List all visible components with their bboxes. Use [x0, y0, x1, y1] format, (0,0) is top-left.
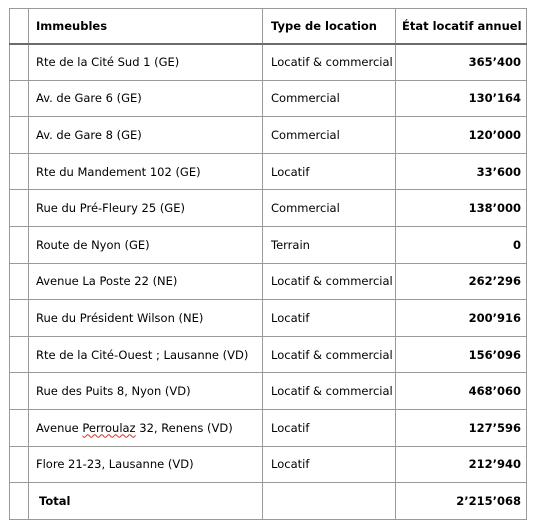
building-name: Rte de la Cité Sud 1 (GE): [29, 44, 263, 81]
properties-table: [9, 8, 527, 520]
building-name: Rte de la Cité-Ouest ; Lausanne (VD): [29, 336, 263, 373]
header-annual-rent: État locatif annuel: [396, 9, 527, 44]
table-row: [10, 44, 527, 81]
building-name: Flore 21-23, Lausanne (VD): [29, 446, 263, 483]
header-blank-cell: [10, 9, 29, 44]
annual-rent: 0: [396, 226, 527, 263]
rental-type: Commercial: [263, 190, 396, 227]
table-row: [10, 263, 527, 300]
rental-type: Commercial: [263, 117, 396, 154]
building-name: Rue du Président Wilson (NE): [29, 300, 263, 337]
table-row: [10, 117, 527, 154]
building-name: Av. de Gare 8 (GE): [29, 117, 263, 154]
table-header-row: [10, 9, 527, 44]
annual-rent: 156’096: [396, 336, 527, 373]
building-name-suffix: 32, Renens (VD): [135, 420, 233, 435]
annual-rent: 138’000: [396, 190, 527, 227]
header-rental-type: Type de location: [263, 9, 396, 44]
annual-rent: 262’296: [396, 263, 527, 300]
annual-rent: 130’164: [396, 80, 527, 117]
rental-type: Locatif & commercial: [263, 336, 396, 373]
building-name-prefix: Avenue: [36, 420, 83, 435]
rental-type: Locatif & commercial: [263, 373, 396, 410]
annual-rent: 365’400: [396, 44, 527, 81]
rental-type: Locatif & commercial: [263, 44, 396, 81]
building-name: Rue du Pré-Fleury 25 (GE): [29, 190, 263, 227]
row-blank-cell: [10, 117, 29, 154]
table-row: [10, 336, 527, 373]
building-name: Rte du Mandement 102 (GE): [29, 153, 263, 190]
building-name: Avenue La Poste 22 (NE): [29, 263, 263, 300]
table-row: [10, 446, 527, 483]
total-row: [10, 483, 527, 520]
building-name: Route de Nyon (GE): [29, 226, 263, 263]
row-blank-cell: [10, 153, 29, 190]
annual-rent: 120’000: [396, 117, 527, 154]
annual-rent: 33’600: [396, 153, 527, 190]
row-blank-cell: [10, 226, 29, 263]
table-row: [10, 226, 527, 263]
building-name: Rue des Puits 8, Nyon (VD): [29, 373, 263, 410]
total-value: 2’215’068: [396, 483, 527, 520]
row-blank-cell: [10, 446, 29, 483]
row-blank-cell: [10, 409, 29, 446]
rental-type: Locatif: [263, 300, 396, 337]
header-buildings: Immeubles: [29, 9, 263, 44]
total-label: Total: [29, 483, 263, 520]
annual-rent: 212’940: [396, 446, 527, 483]
row-blank-cell: [10, 300, 29, 337]
row-blank-cell: [10, 483, 29, 520]
row-blank-cell: [10, 336, 29, 373]
annual-rent: 468’060: [396, 373, 527, 410]
rental-type: Locatif: [263, 446, 396, 483]
table-row: [10, 373, 527, 410]
rental-type: Locatif: [263, 409, 396, 446]
rental-type: Locatif: [263, 153, 396, 190]
total-type-blank: [263, 483, 396, 520]
row-blank-cell: [10, 44, 29, 81]
table-row: [10, 409, 527, 446]
row-blank-cell: [10, 373, 29, 410]
table-row: [10, 300, 527, 337]
row-blank-cell: [10, 190, 29, 227]
rental-type: Commercial: [263, 80, 396, 117]
spellcheck-flagged-word[interactable]: Perroulaz: [82, 420, 136, 435]
table-row: [10, 80, 527, 117]
annual-rent: 127’596: [396, 409, 527, 446]
table-row: [10, 190, 527, 227]
annual-rent: 200’916: [396, 300, 527, 337]
row-blank-cell: [10, 263, 29, 300]
building-name: Av. de Gare 6 (GE): [29, 80, 263, 117]
building-name: [29, 409, 263, 446]
rental-type: Terrain: [263, 226, 396, 263]
row-blank-cell: [10, 80, 29, 117]
rental-type: Locatif & commercial: [263, 263, 396, 300]
table-row: [10, 153, 527, 190]
